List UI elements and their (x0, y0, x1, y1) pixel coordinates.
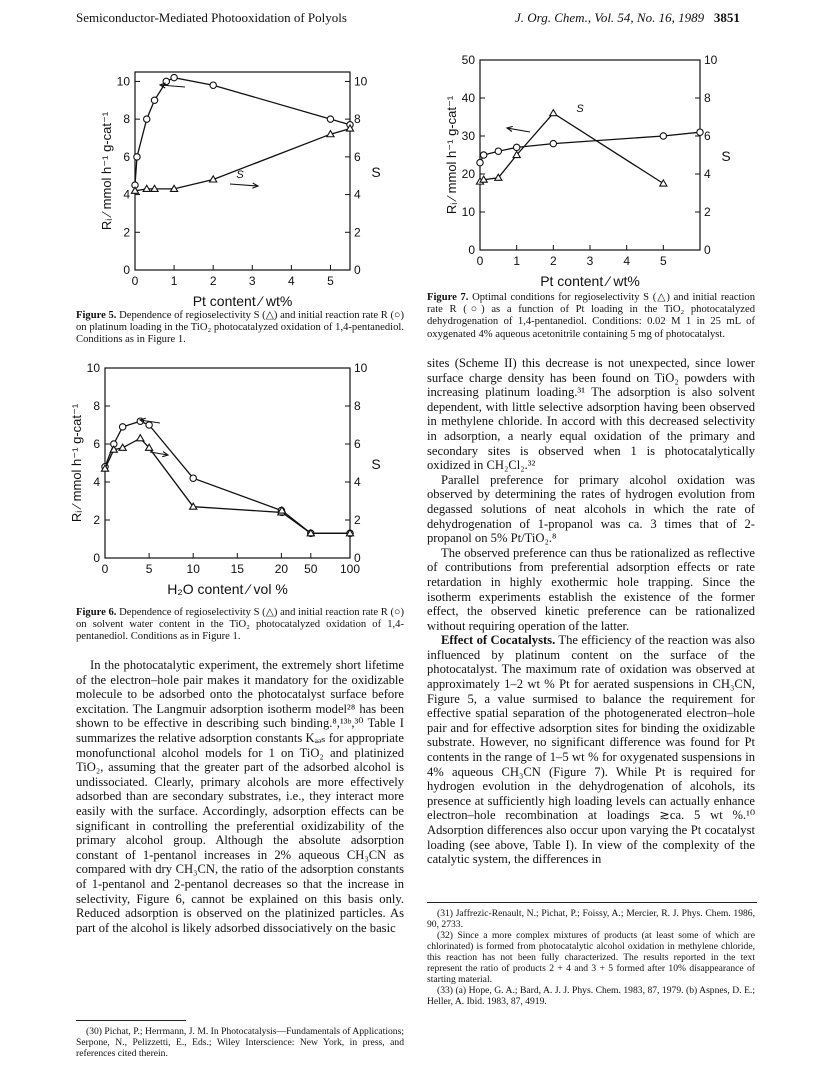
y-tick-label-left: 30 (461, 129, 475, 143)
x-tick-label: 20 (274, 562, 289, 576)
y-tick-label-right: 4 (354, 187, 361, 202)
selectivity-data-point (137, 435, 144, 441)
rate-data-point (144, 116, 150, 122)
y-tick-label-left: 10 (86, 361, 100, 375)
x-tick-label: 5 (327, 274, 334, 288)
x-tick-label: 0 (101, 562, 109, 576)
x-tick-label: 10 (186, 562, 200, 576)
footnote: (31) Jaffrezic-Renault, N.; Pichat, P.; Foissy, A.; Mercier, R. J. Phys. Chem. 1986, 90, 2733. (427, 908, 755, 930)
y-tick-label-right: 0 (704, 243, 711, 257)
y-tick-label-right: 10 (704, 53, 718, 67)
figure-7-caption: Figure 7. Optimal conditions for regioselectivity S (△) and initial reaction rate R (○) as a function of Pt loading in the TiO₂ photocatalyzed dehydrogenation of 1,4-pentanediol. Conditions: 0.02 M 1 in 25 mL of oxygenated 4% aqueous acetonitrile containing 5 mg of photocatalyst. (427, 292, 755, 340)
y-tick-label-right: 6 (354, 437, 361, 451)
paragraph: Effect of Cocatalysts. The efficiency of the reaction was also influenced by platinum content on the surface of the photocatalyst. The maximum rate of oxidation was observed at approximately 1–2 wt % Pt for aerated suspensions in CH₃CN, Figure 5, a value surmised to balance the requirement for effective spatial separation of the photogenerated electron–hole pair and for effective adsorption sites for binding the oxidizable substrate. However, no significant difference was found for Pt contents in the range of 1–5 wt % for oxygenated suspensions in 4% aqueous CH₃CN (Figure 7). While Pt is required for hydrogen evolution in the dehydrogenation of alcohols, its presence at sufficiently high loading levels can actually enhance electron–hole recombination at loadings ≳ca. 5 wt %.¹⁰ Adsorption differences also occur upon varying the Pt cocatalyst loading (see above, Table I). In view of the complexity of the catalytic system, the differences in (427, 633, 755, 867)
x-tick-label: 5 (145, 562, 153, 576)
y-axis-title-right: S (721, 148, 731, 164)
y-tick-label-left: 4 (93, 475, 100, 489)
y-tick-label-left: 6 (93, 437, 100, 451)
paragraph: sites (Scheme II) this decrease is not unexpected, since lower surface charge density has been found on TiO₂ powders with increasing platinum loading.³¹ The adsorption is also solvent dependent, with little selective adsorption having been observed in methylene chloride. In accord with this decreased selectivity in adsorption, a nearly equal oxidation of the primary and secondary sites is observed when 1 is photocatalytically oxidized in CH₂Cl₂.³² (427, 356, 755, 473)
running-header-title: Semiconductor-Mediated Photooxidation of Polyols (76, 10, 347, 25)
y-tick-label-right: 4 (354, 475, 361, 489)
y-axis-title-left: Rᵢ ∕ mmol h⁻¹ g-cat⁻¹ (99, 111, 114, 231)
rate-data-point (327, 116, 333, 122)
rate-data-point (146, 422, 152, 428)
rate-data-point (660, 133, 666, 139)
rate-data-point (513, 144, 519, 150)
y-tick-label-left: 40 (461, 91, 475, 105)
x-tick-label: 1 (170, 274, 178, 288)
y-tick-label-right: 6 (704, 129, 711, 143)
rate-data-point (210, 82, 216, 88)
x-tick-label: 4 (623, 254, 631, 268)
plot-frame (105, 368, 350, 558)
y-tick-label-right: 2 (354, 513, 361, 527)
y-tick-label-right: 10 (354, 361, 368, 375)
y-tick-label-left: 10 (116, 74, 130, 89)
figure-7-chart (445, 52, 745, 297)
rate-data-point (480, 152, 486, 158)
x-tick-label: 1 (513, 254, 521, 268)
selectivity-data-point (550, 110, 557, 116)
figure-6-caption: Figure 6. Dependence of regioselectivity S (△) and initial reaction rate R (○) on solvent water content in the TiO₂ photocatalyzed oxidation of 1,4-pentanediol. Conditions as in Figure 1. (76, 607, 404, 643)
y-tick-label-right: 2 (354, 225, 361, 240)
selectivity-marker-label: S (236, 169, 244, 181)
footnotes-right (427, 908, 755, 1007)
running-header-journal (515, 10, 740, 26)
rate-data-point (171, 74, 177, 80)
y-tick-label-left: 2 (123, 225, 130, 240)
rate-data-point (495, 148, 501, 154)
x-axis-title: H₂O content ∕ vol % (167, 581, 288, 597)
y-tick-label-right: 4 (704, 167, 711, 181)
selectivity-series-line (135, 129, 350, 191)
footnote: (33) (a) Hope, G. A.; Bard, A. J. J. Phys. Chem. 1983, 87, 1979. (b) Aspnes, D. E.; Heller, A. Ibid. 1983, 87, 4919. (427, 985, 755, 1007)
rate-data-point (151, 97, 157, 103)
selectivity-series-line (480, 113, 663, 183)
selectivity-data-point (119, 444, 126, 450)
x-tick-label: 4 (288, 274, 295, 288)
x-axis-title: Pt content ∕ wt% (540, 273, 640, 289)
selectivity-data-point (660, 180, 667, 186)
y-tick-label-left: 20 (461, 167, 475, 181)
rate-data-point (550, 140, 556, 146)
figure-5-chart (80, 60, 380, 310)
y-tick-label-left: 10 (461, 205, 475, 219)
page-number: 3851 (713, 10, 740, 25)
x-tick-label: 0 (476, 254, 484, 268)
footnotes-left (76, 1026, 404, 1059)
y-tick-label-left: 6 (123, 149, 130, 164)
y-tick-label-left: 8 (93, 399, 100, 413)
y-tick-label-left: 8 (123, 112, 130, 127)
rate-data-point (119, 424, 125, 430)
selectivity-axis-arrow (230, 184, 258, 186)
y-tick-label-left: 4 (123, 187, 130, 202)
y-tick-label-right: 0 (354, 263, 361, 277)
paragraph: The observed preference can thus be rationalized as reflective of contributions from preferential adsorption effects or rate retardation in highly exothermic hole trapping. Since the isotherm experiments establish the existence of the former effect, the observed kinetic preference can be rationalized without requiring operation of the latter. (427, 545, 755, 633)
y-axis-title-left: Rᵢ ∕ mmol h⁻¹ g-cat⁻¹ (444, 95, 459, 215)
paragraph: Parallel preference for primary alcohol oxidation was observed by determining the rates of hydrogen evolution from degassed solutions of neat alcohols in which the rate of dehydrogenation of 1-propanol was ca. 3 times that of 2-propanol on 5% Pt/TiO₂.⁸ (427, 472, 755, 546)
y-tick-label-right: 6 (354, 149, 361, 164)
x-tick-label: 5 (659, 254, 667, 268)
y-tick-label-left: 0 (123, 263, 130, 277)
x-axis-title: Pt content ∕ wt% (192, 293, 293, 309)
footnote-rule (76, 1020, 186, 1021)
x-tick-label: 15 (230, 562, 244, 576)
y-tick-label-right: 8 (704, 91, 711, 105)
y-tick-label-right: 8 (354, 399, 361, 413)
y-tick-label-left: 50 (461, 53, 475, 67)
y-tick-label-left: 0 (468, 243, 475, 257)
body-text-left (76, 658, 404, 935)
y-tick-label-right: 2 (704, 205, 711, 219)
rate-data-point (190, 475, 196, 481)
figure-6-chart (69, 360, 381, 600)
rate-data-point (697, 129, 703, 135)
y-axis-title-left: Rᵢ ∕ mmol h⁻¹ g-cat⁻¹ (69, 403, 84, 523)
journal-citation: J. Org. Chem., Vol. 54, No. 16, 1989 (515, 10, 705, 25)
body-text-right (427, 356, 755, 867)
y-axis-title-right: S (371, 456, 381, 472)
x-tick-label: 2 (549, 254, 557, 268)
x-tick-label: 0 (131, 274, 139, 288)
x-tick-label: 3 (248, 274, 256, 288)
paragraph: In the photocatalytic experiment, the extremely short lifetime of the electron–hole pair makes it mandatory for the oxidizable molecule to be adsorbed onto the photocatalyst surface before excitation. The Langmuir adsorption isotherm model²⁸ has been shown to be effective in describing such binding.⁸,¹³ᵇ,³⁰ Table I summarizes the relative adsorption constants Kₐₔₛ for appropriate monofunctional alcohol models for 1 on TiO₂ and platinized TiO₂, assuming that the greater part of the adsorbed alcohol is undissociated. Clearly, primary alcohols are more effectively adsorbed than are secondary substrates, i.e., they interact more easily with the surface. Accordingly, adsorption effects can be significant in controlling the preferential oxidizability of the primary alcohol group. Although the absolute adsorption constant of 1-pentanol increases in 2% aqueous CH₃CN as compared with dry CH₃CN, the ratio of the adsorption constants of 1-pentanol and 2-pentanol decreases so that the increase in selectivity, Figure 6, cannot be explained on this basis only. Reduced adsorption is observed on the platinized particles. As part of the alcohol is likely adsorbed dissociatively on the basic (76, 658, 404, 935)
footnote: (32) Since a more complex mixtures of products (at least some of which are chlorinated) is formed from photocatalytic alcohol oxidation in methylene chloride, this reaction has not been fully characterized. The results reported in the text represent the ratio of products 2 + 4 and 3 + 5 formed after 10% disappearance of starting material. (427, 930, 755, 985)
x-tick-label: 50 (304, 562, 318, 576)
figure-5-caption: Figure 5. Dependence of regioselectivity S (△) and initial reaction rate R (○) on platinum loading in the TiO₂ photocatalyzed oxidation of 1,4-pentanediol. Conditions as in Figure 1. (76, 310, 404, 346)
x-tick-label: 2 (209, 274, 217, 288)
section-heading: Effect of Cocatalysts. (441, 633, 556, 648)
rate-data-point (134, 154, 140, 160)
footnote-rule (427, 902, 757, 903)
rate-data-point (477, 159, 483, 165)
selectivity-marker-label: S (576, 103, 584, 115)
y-tick-label-left: 2 (93, 513, 100, 527)
y-tick-label-right: 8 (354, 112, 361, 127)
y-tick-label-left: 0 (93, 551, 100, 565)
y-axis-title-right: S (371, 164, 381, 180)
selectivity-series-line (105, 438, 350, 533)
x-tick-label: 3 (586, 254, 594, 268)
x-tick-label: 100 (339, 562, 361, 576)
y-tick-label-right: 10 (354, 74, 368, 89)
plot-frame (480, 60, 700, 250)
footnote: (30) Pichat, P.; Herrmann, J. M. In Photocatalysis—Fundamentals of Applications; Serpone, N., Pelizzetti, E., Eds.; Wiley Interscience: New York, in press, and references cited therein. (76, 1026, 404, 1059)
y-tick-label-right: 0 (354, 551, 361, 565)
